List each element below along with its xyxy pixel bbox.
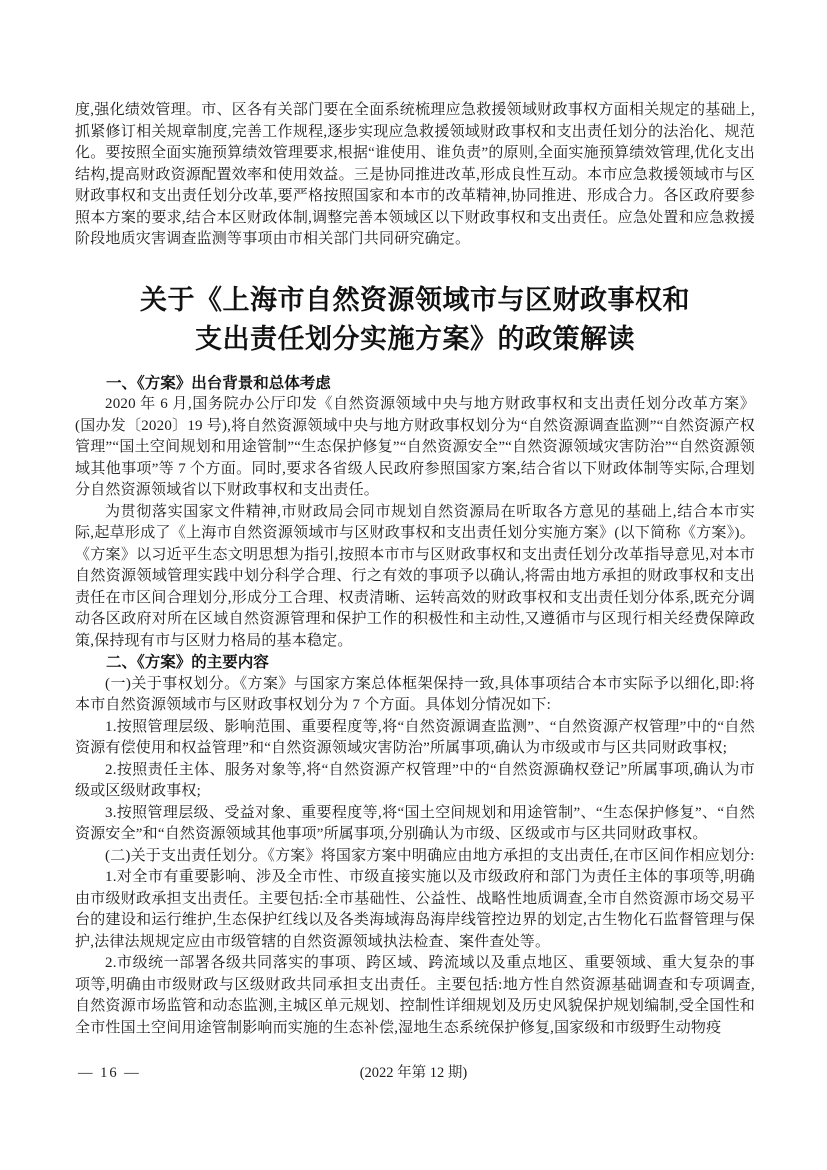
paragraph-expenditure-item-2: 2.市级统一部署各级共同落实的事项、跨区域、跨流域以及重点地区、重要领域、重大复杂的事项等,明确由市级财政与区级财政共同承担支出责任。主要包括:地方性自然资源基础调查和专项调查,自然资源市场监管和动态监测,主城区单元规划、控制性详细规划及历史风貌保护规划编制,受全国性和全市性国土空间用途管制影响而实施的生态补偿,湿地生态系统保护修复,国家级和市级野生动物疫 bbox=[75, 955, 755, 1036]
section-heading-background: 一、《方案》出台背景和总体考虑 bbox=[106, 374, 331, 392]
article-title bbox=[75, 281, 755, 359]
page-footer bbox=[0, 1063, 827, 1083]
issue-label: (2022 年第 12 期) bbox=[359, 1065, 468, 1081]
article-title-line-1: 关于《上海市自然资源领域市与区财政事权和 bbox=[140, 284, 690, 315]
paragraph-expenditure-item-1: 1.对全市有重要影响、涉及全市性、市级直接实施以及市级政府和部门为责任主体的事项等,明确由市级财政承担支出责任。主要包括:全市基础性、公益性、战略性地质调查,全市自然资源市场交易平台的建设和运行维护,生态保护红线以及各类海域海岛海岸线管控边界的划定,古生物化石监督管理与保护,法律法规规定应由市级管辖的自然资源领域执法检查、案件查处等。 bbox=[75, 869, 755, 950]
paragraph-national-plan: 2020 年 6 月,国务院办公厅印发《自然资源领域中央与地方财政事权和支出责任划分改革方案》(国办发〔2020〕19 号),将自然资源领域中央与地方财政事权划分为“自然资源调查监测”“自然资源产权管理”“国土空间规划和用途管制”“生态保护修复”“自然资源安全”“自然资源领域灾害防治”“自然资源领域其他事项”等 7 个方面。同时,要求各省级人民政府参照国家方案,结合省以下财政体制等实际,合理划分自然资源领域省以下财政事权和支出责任。 bbox=[75, 396, 755, 498]
paragraph-authority-item-1: 1.按照管理层级、影响范围、重要程度等,将“自然资源调查监测”、“自然资源产权管理”中的“自然资源有偿使用和权益管理”和“自然资源领域灾害防治”所属事项,确认为市级或市与区共同财政事权; bbox=[75, 718, 755, 756]
page-number: — 16 — bbox=[78, 1065, 141, 1081]
continuation-paragraph: 度,强化绩效管理。市、区各有关部门要在全面系统梳理应急救援领域财政事权方面相关规定的基础上,抓紧修订相关规章制度,完善工作规程,逐步实现应急救援领域财政事权和支出责任划分的法治化、规范化。要按照全面实施预算绩效管理要求,根据“谁使用、谁负责”的原则,全面实施预算绩效管理,优化支出结构,提高财政资源配置效率和使用效益。三是协同推进改革,形成良性互动。本市应急救援领域市与区财政事权和支出责任划分改革,要严格按照国家和本市的改革精神,协同推进、形成合力。各区政府要参照本方案的要求,结合本区财政体制,调整完善本领域区以下财政事权和支出责任。应急处置和应急救援阶段地质灾害调查监测等事项由市相关部门共同研究确定。 bbox=[75, 102, 755, 247]
paragraph-expenditure-division-intro: (二)关于支出责任划分。《方案》将国家方案中明确应由地方承担的支出责任,在市区间作相应划分: bbox=[105, 847, 755, 864]
paragraph-drafting-plan: 为贯彻落实国家文件精神,市财政局会同市规划自然资源局在听取各方意见的基础上,结合本市实际,起草形成了《上海市自然资源领域市与区财政事权和支出责任划分实施方案》(以下简称《方案》)。《方案》以习近平生态文明思想为指引,按照本市市与区财政事权和支出责任划分改革指导意见,对本市自然资源领域管理实践中划分科学合理、行之有效的事项予以确认,将需由地方承担的财政事权和支出责任在市区间合理划分,形成分工合理、权责清晰、运转高效的财政事权和支出责任划分体系,既充分调动各区政府对所在区域自然资源管理和保护工作的积极性和主动性,又遵循市与区现行相关经费保障政策,保持现有市与区财力格局的基本稳定。 bbox=[75, 503, 755, 649]
section-heading-main-content: 二、《方案》的主要内容 bbox=[106, 654, 269, 671]
paragraph-authority-division-intro: (一)关于事权划分。《方案》与国家方案总体框架保持一致,具体事项结合本市实际予以细化,即:将本市自然资源领域市与区财政事权划分为 7 个方面。具体划分情况如下: bbox=[75, 675, 755, 713]
article-title-line-2: 支出责任划分实施方案》的政策解读 bbox=[195, 323, 635, 354]
paragraph-authority-item-3: 3.按照管理层级、受益对象、重要程度等,将“国土空间规划和用途管制”、“生态保护修复”、“自然资源安全”和“自然资源领域其他事项”所属事项,分别确认为市级、区级或市与区共同财政事权。 bbox=[75, 804, 755, 842]
paragraph-authority-item-2: 2.按照责任主体、服务对象等,将“自然资源产权管理”中的“自然资源确权登记”所属事项,确认为市级或区级财政事权; bbox=[75, 761, 755, 799]
